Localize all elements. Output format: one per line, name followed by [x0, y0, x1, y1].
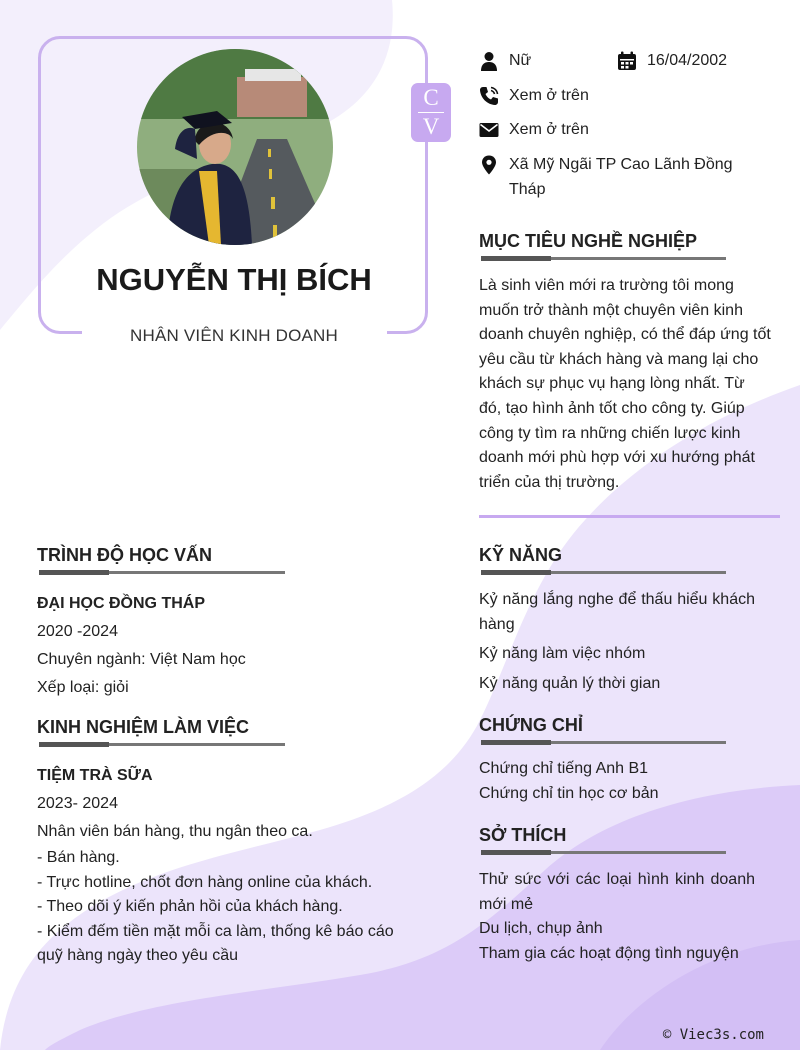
education-heading-underline: [39, 571, 285, 574]
cv-badge: [411, 83, 451, 142]
certificate-item: Chứng chỉ tin học cơ bản: [479, 784, 659, 802]
objective-heading: MỤC TIÊU NGHỀ NGHIỆP: [479, 231, 698, 251]
skill-item: Kỷ năng quản lý thời gian: [479, 674, 661, 692]
education-years: 2020 -2024: [37, 623, 118, 640]
experience-heading-underline: [39, 743, 285, 746]
hobbies-list: [479, 868, 755, 966]
contact-address: [479, 153, 769, 203]
phone-text: Xem ở trên: [509, 87, 589, 104]
address-text: Xã Mỹ Ngãi TP Cao Lãnh Đồng Tháp: [509, 156, 733, 198]
experience-years: 2023- 2024: [37, 795, 118, 812]
hobbies-heading-underline: [481, 851, 726, 854]
contact-email: [479, 118, 779, 142]
skill-item: Kỷ năng lắng nghe để thấu hiểu khách hàng: [479, 591, 755, 633]
experience-heading: KINH NGHIỆM LÀM VIỆC: [37, 717, 250, 737]
email-icon: [479, 120, 499, 140]
location-icon: [479, 155, 499, 175]
hobby-item: Thử sức với các loại hình kinh doanh mới mẻ: [479, 871, 755, 913]
birthday-text: 16/04/2002: [647, 52, 728, 69]
certificates-list: [479, 757, 755, 806]
experience-duty: - Theo dõi ý kiến phản hồi của khách hàng.: [37, 898, 343, 916]
experience-duty: - Bán hàng.: [37, 849, 120, 866]
education-major: Chuyên ngành: Việt Nam học: [37, 651, 246, 668]
education-school: ĐẠI HỌC ĐỒNG THÁP: [37, 595, 205, 612]
avatar: [137, 49, 333, 245]
cv-badge-letter-v: V: [422, 114, 440, 139]
gender-text: Nữ: [509, 52, 532, 69]
skill-item: Kỷ năng làm việc nhóm: [479, 645, 646, 663]
contact-birthday: [617, 49, 777, 73]
contact-gender: [479, 49, 599, 73]
email-text: Xem ở trên: [509, 121, 589, 138]
hobby-item: Du lịch, chụp ảnh: [479, 920, 603, 938]
hobby-item: Tham gia các hoạt động tình nguyện: [479, 944, 739, 962]
education-details: [37, 590, 417, 702]
contact-phone: [479, 84, 779, 108]
cv-badge-separator: [418, 112, 444, 113]
experience-details: [37, 762, 402, 969]
certificates-heading-underline: [481, 741, 726, 744]
cv-badge-letter-c: C: [423, 85, 439, 110]
job-title: NHÂN VIÊN KINH DOANH: [129, 326, 339, 345]
skills-heading-underline: [481, 571, 726, 574]
experience-duty: - Trực hotline, chốt đơn hàng online của khách.: [37, 873, 373, 891]
phone-icon: [479, 86, 499, 106]
hobbies-heading: SỞ THÍCH: [479, 825, 567, 845]
education-grade: Xếp loại: giỏi: [37, 679, 129, 696]
experience-role: Nhân viên bán hàng, thu ngân theo ca.: [37, 823, 313, 840]
calendar-icon: [617, 51, 637, 71]
experience-company: TIỆM TRÀ SỮA: [37, 767, 153, 784]
footer-watermark: © Viec3s.com: [662, 1027, 764, 1043]
objective-heading-underline: [481, 257, 726, 260]
objective-text: Là sinh viên mới ra trường tôi mong muốn trở thành một chuyên viên kinh doanh chuyên nghiệp, có thể đáp ứng tốt yêu cầu từ khách hàng và mang lại cho khách sự phục vụ hạng lòng nhất. Từ đó, tạo hình ảnh tốt cho công ty. Giúp công ty tìm ra những chiến lược kinh doanh mới phù hợp với xu hướng phát triển của thị trường.: [479, 277, 771, 491]
candidate-name: NGUYỄN THỊ BÍCH: [96, 262, 372, 297]
skills-heading: KỸ NĂNG: [479, 545, 563, 565]
certificates-heading: CHỨNG CHỈ: [479, 715, 583, 735]
experience-duty: - Kiểm đếm tiền mặt mỗi ca làm, thống kê báo cáo quỹ hàng ngày theo yêu cầu: [37, 922, 394, 965]
education-heading: TRÌNH ĐỘ HỌC VẤN: [37, 545, 212, 565]
certificate-item: Chứng chỉ tiếng Anh B1: [479, 760, 649, 777]
section-divider: [479, 515, 780, 518]
skills-list: [479, 588, 755, 696]
person-icon: [479, 51, 499, 71]
